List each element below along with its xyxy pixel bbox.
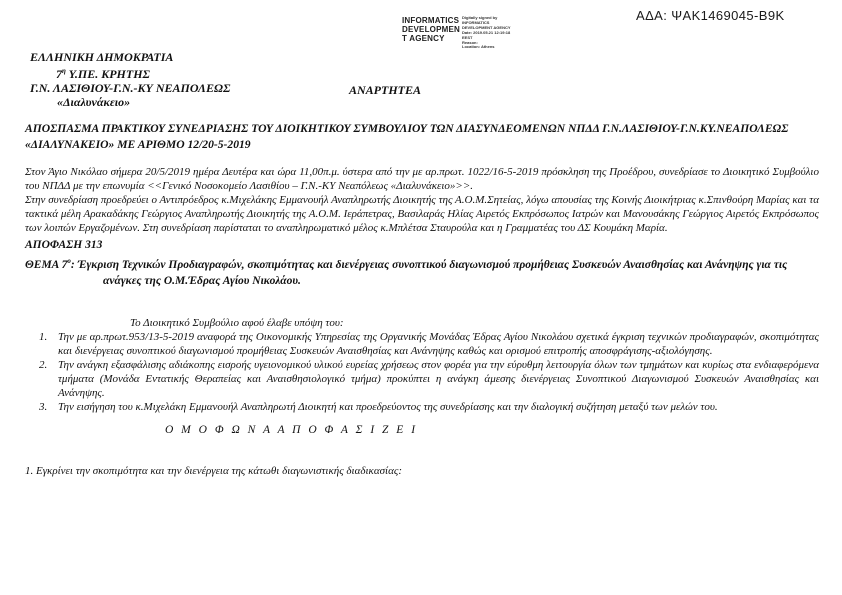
digital-signature-stamp xyxy=(402,16,552,50)
letterhead-hospital: Γ.Ν. ΛΑΣΙΘΙΟΥ-Γ.Ν.-ΚΥ ΝΕΑΠΟΛΕΩΣ xyxy=(30,81,231,95)
stamp-detail-line: Reason: xyxy=(462,39,478,45)
list-item-text: Την εισήγηση του κ.Μιχελάκη Εμμανουήλ Αναπληρωτή Διοικητή και προεδρεύοντος της συνεδρίασης και την διαλογική συζήτηση μεταξύ των μελών του. xyxy=(58,400,718,413)
stamp-name-line: DEVELOPMEN xyxy=(402,25,461,34)
paragraph-attendees: Στην συνεδρίαση προεδρεύει ο Αντιπρόεδρος κ.Μιχελάκης Εμμανουήλ Αναπληρωτής Διοικητής της Α.Ο.Μ.Σητείας, λόγω απουσίας της Κοινής Διοικήτριας κ.Σπινθούρη Μαρίας και τα τακτικά μέλη Αρακαδάκης Γεώργιος Αναπληρωτής Διοικητής της Α.Ο.Μ. Ιεράπετρας, Βασιλαράς Ηλίας Αιρετός Εκπρόσωπος Ιατρών και Μανουσάκης Γεώργιος Αιρετός Εκπρόσωπος των λοιπών Εργαζομένων. Στη συνεδρίαση παρίσταται το αναπληρωματικό μέλος κ.Μπλέτσα Σταυρούλα και η Γραμματέας του ΔΣ Κουμάκη Μαρία. xyxy=(25,194,819,234)
document-body xyxy=(25,121,819,478)
list-item-number: 1. xyxy=(39,330,48,343)
list-item-text: Την ανάγκη εξασφάλισης αδιάκοπης εισροής υγειονομικού υλικού ευρείας χρήσεως στον φορέα για την εύρυθμη λειτουργία όλων των τμημάτων και κυρίως στα ενδιαφερόμενα τμήματα (Μονάδα Εντατικής Θεραπείας και Αναισθησιολογικό τμήμα) προκύπτει η ανάγκη άμεσης διενέργειας Συνοπτικού Διαγωνισμού Συσκευών Αναισθησίας και Ανάνηψης. xyxy=(58,358,819,399)
letterhead-dialynakeio: «Διαλυνάκειο» xyxy=(57,95,131,109)
considering-intro: Το Διοικητικό Συμβούλιο αφού έλαβε υπόψη του: xyxy=(130,316,344,329)
stamp-detail-line: INFORMATICS xyxy=(462,19,490,25)
stamp-detail-line: EEST xyxy=(462,34,473,40)
letterhead xyxy=(30,50,230,109)
letterhead-ype: $7^\eta$ Υ.ΠΕ. ΚΡΗΤΗΣ xyxy=(56,67,150,81)
approval-line: 1. Εγκρίνει την σκοπιμότητα και την διενέργεια της κάτωθι διαγωνιστικής διαδικασίας: xyxy=(25,464,402,477)
list-item-number: 2. xyxy=(39,358,48,371)
list-item-text: Την με αρ.πρωτ.953/13-5-2019 αναφορά της Οικονομικής Υπηρεσίας της Οργανικής Μονάδας Έδρας Αγίου Νικολάου σχετικά έγκριση τεχνικών προδιαγραφών, σκοπιμότητας και διενέργειας συνοπτικού διαγωνισμού προμήθειας Συσκευών Αναισθησίας και Ανάνηψης καθώς και ορισμού επιτροπής αποσφράγισης-αξιολόγησης. xyxy=(58,330,819,357)
stamp-name-line: INFORMATICS xyxy=(402,16,460,25)
document-title: ΑΠΟΣΠΑΣΜΑ ΠΡΑΚΤΙΚΟΥ ΣΥΝΕΔΡΙΑΣΗΣ ΤΟΥ ΔΙΟΙΚΗΤΙΚΟΥ ΣΥΜΒΟΥΛΙΟΥ ΤΩΝ ΔΙΑΣΥΝΔΕΟΜΕΝΩΝ ΝΠΔΔ Γ.Ν.ΛΑΣΙΘΙΟΥ-Γ.Ν.ΚΥ.ΝΕΑΠΟΛΕΩΣ «ΔΙΑΛΥΝΑΚΕΙΟ» ΜΕ ΑΡΙΘΜΟ 12/20-5-2019 xyxy=(25,122,789,151)
list-item xyxy=(25,358,819,400)
anartitea-label: ΑΝΑΡΤΗΤΕΑ xyxy=(349,83,422,97)
stamp-agency-name xyxy=(402,16,461,50)
subject-heading: ΘΕΜΑ $7^o$: Έγκριση Τεχνικών Προδιαγραφών, σκοπιμότητας και διενέργειας συνοπτικού διαγωνισμού προμήθειας Συσκευών Αναισθησίας και Ανάνηψης για τις ανάγκες της Ο.Μ.Έδρας Αγίου Νικολάου. xyxy=(25,257,788,287)
considerations-list xyxy=(25,330,819,414)
stamp-detail-line: Date: 2019.05.21 12:19:18 xyxy=(462,29,511,35)
ada-code: ΑΔΑ: ΨΑΚ1469045-Β9Κ xyxy=(636,8,785,23)
list-item xyxy=(25,330,819,358)
decision-number-heading: ΑΠΟΦΑΣΗ 313 xyxy=(25,239,103,251)
stamp-detail-line: Location: Athens xyxy=(462,44,495,50)
unanimous-decision-heading: Ο Μ Ο Φ Ω Ν Α Α Π Ο Φ Α Σ Ι Ζ Ε Ι xyxy=(165,423,418,436)
stamp-signature-details xyxy=(462,16,552,50)
subject-text: Έγκριση Τεχνικών Προδιαγραφών, σκοπιμότητας και διενέργειας συνοπτικού διαγωνισμού προμήθειας Συσκευών Αναισθησίας και Ανάνηψης για τις ανάγκες της Ο.Μ.Έδρας Αγίου Νικολάου. xyxy=(77,258,788,287)
stamp-detail-line: DEVELOPMENT AGENCY xyxy=(462,24,511,30)
list-item xyxy=(25,400,819,414)
list-item-number: 3. xyxy=(39,400,48,413)
stamp-detail-line: Digitally signed by xyxy=(462,15,498,20)
letterhead-republic: ΕΛΛΗΝΙΚΗ ΔΗΜΟΚΡΑΤΙΑ xyxy=(30,50,174,64)
stamp-name-line: T AGENCY xyxy=(402,34,445,43)
paragraph-session-opening: Στον Άγιο Νικόλαο σήμερα 20/5/2019 ημέρα Δευτέρα και ώρα 11,00π.μ. ύστερα από την με αρ.πρωτ. 1022/16-5-2019 πρόσκληση της Προέδρου, συνεδρίασε το Διοικητικό Συμβούλιο του ΝΠΔΔ με την επωνυμία <<Γενικό Νοσοκομείο Λασιθίου – Γ.Ν.-ΚΥ Νεαπόλεως «Διαλυνάκειο»>>. xyxy=(25,166,819,192)
